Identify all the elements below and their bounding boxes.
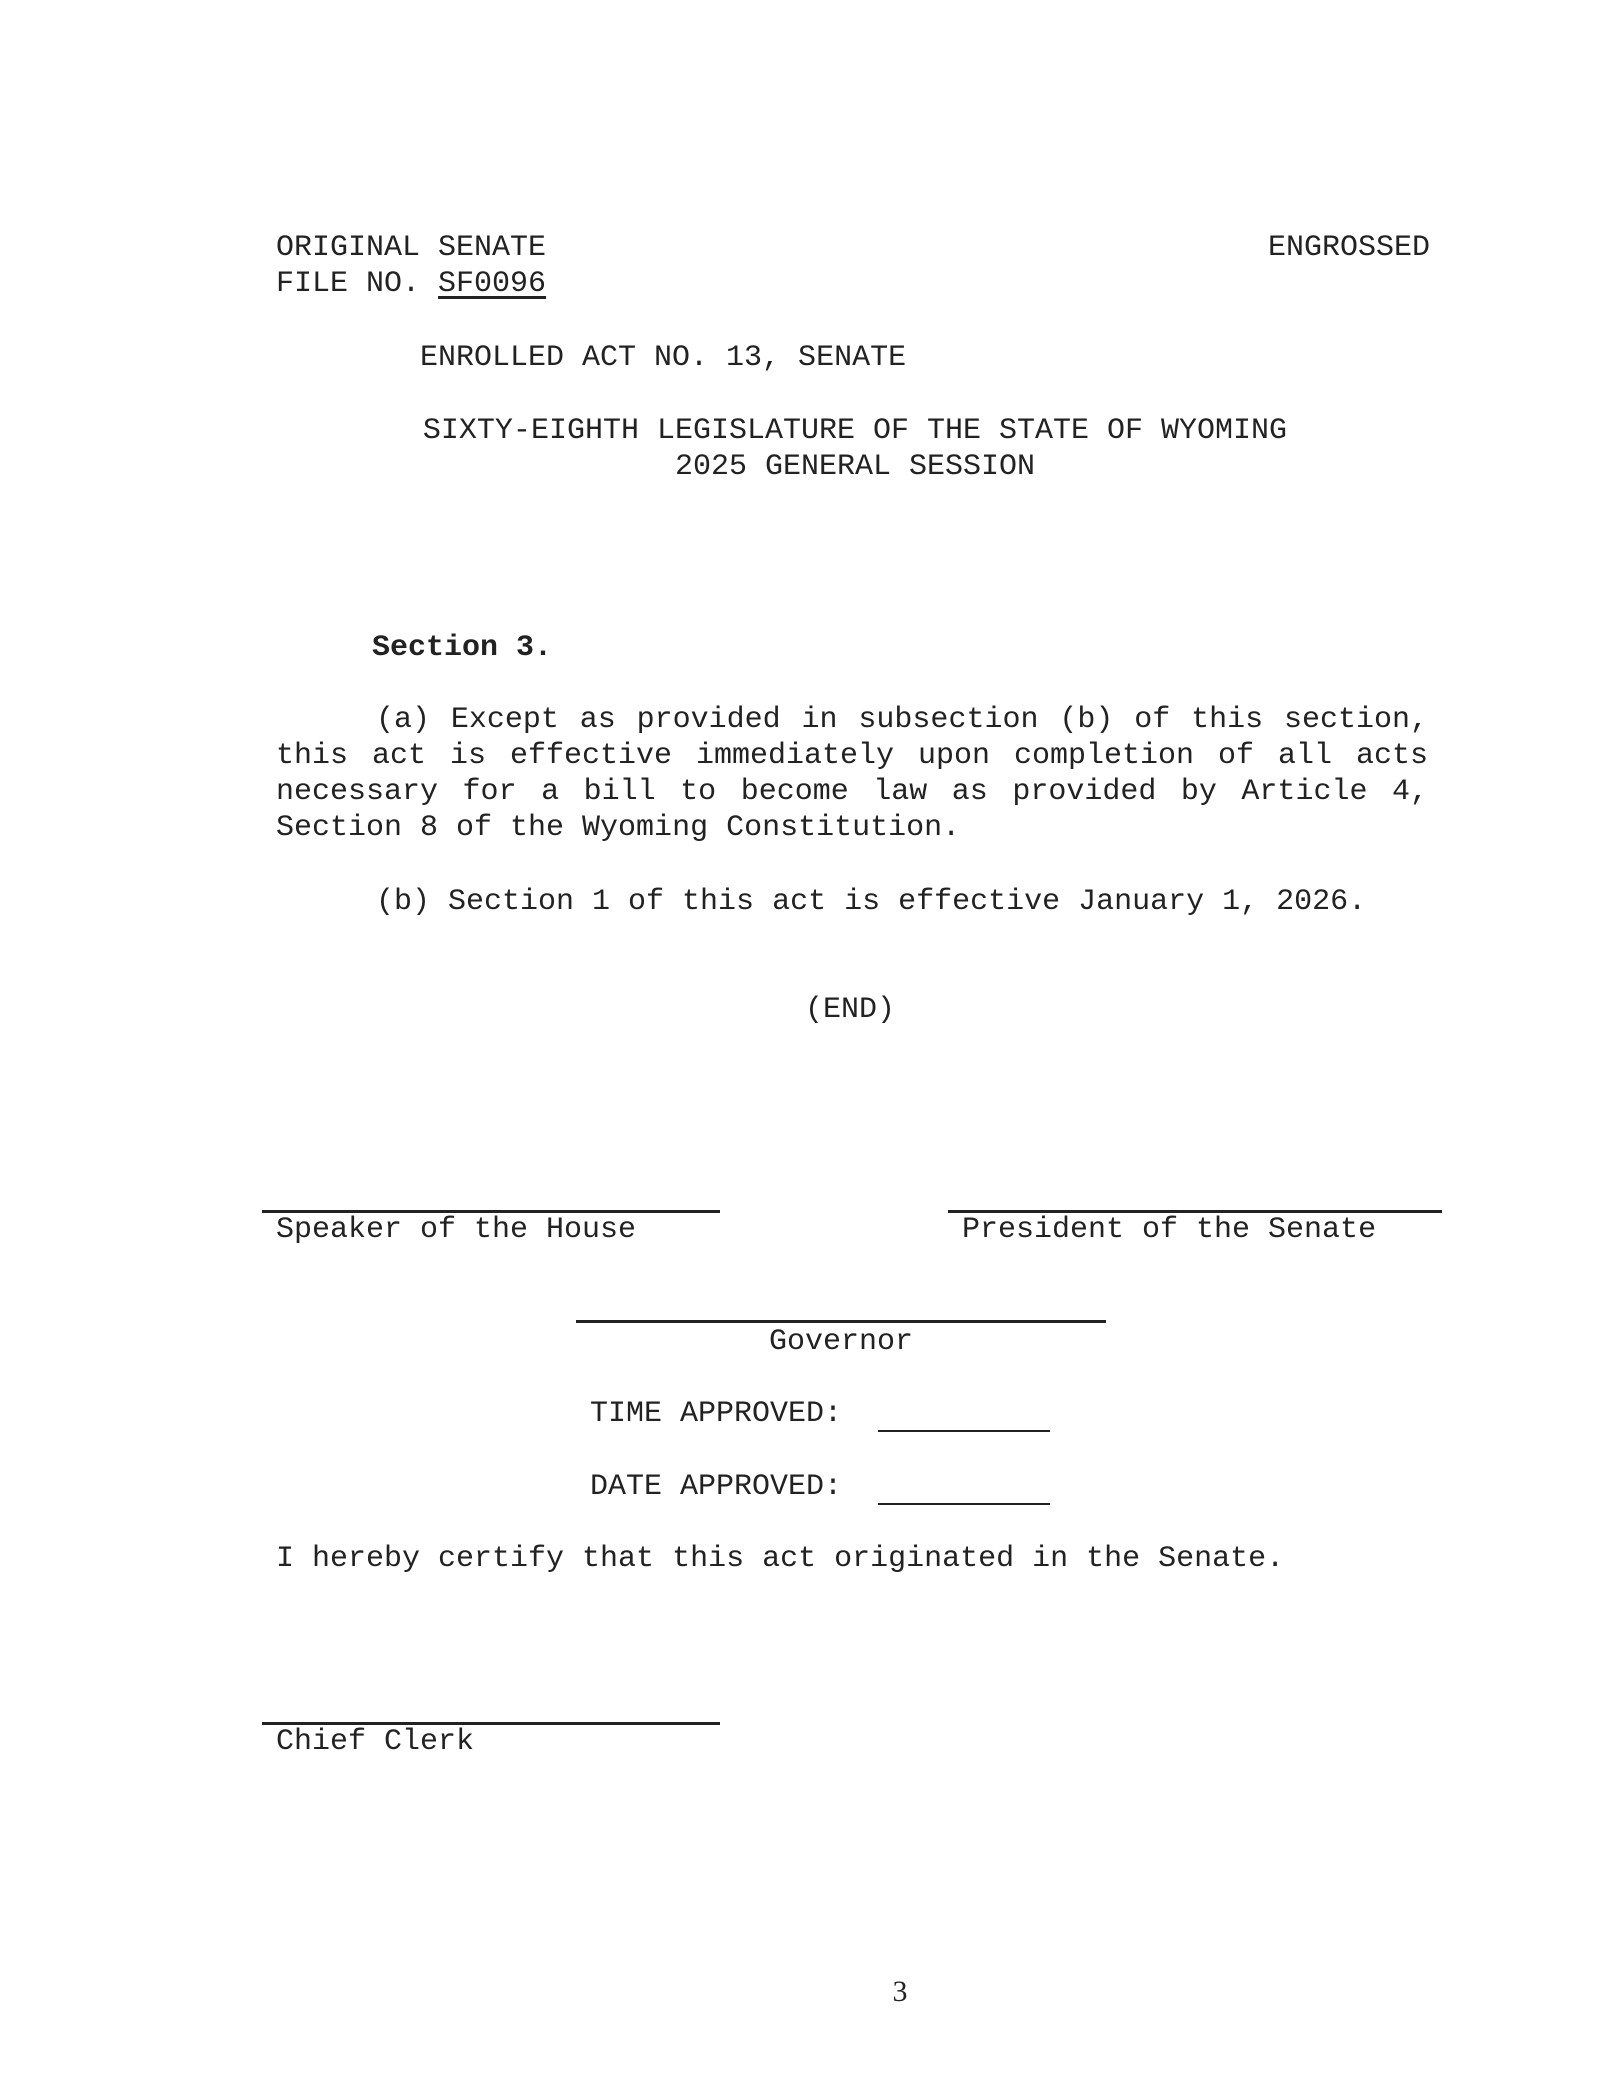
time-approved-blank — [878, 1430, 1050, 1432]
original-senate-label: ORIGINAL SENATE — [276, 231, 547, 265]
legislature-name: SIXTY-EIGHTH LEGISLATURE OF THE STATE OF WYOMING — [422, 414, 1288, 448]
governor-label: Governor — [768, 1325, 914, 1359]
president-label: President of the Senate — [962, 1213, 1377, 1247]
speaker-label: Speaker of the House — [276, 1213, 637, 1247]
section-paragraph-b — [276, 884, 1428, 920]
time-approved-label: TIME APPROVED: — [590, 1397, 843, 1431]
file-number: SF0096 — [438, 267, 547, 301]
header-file-info — [276, 230, 546, 302]
end-marker: (END) — [804, 993, 895, 1027]
certification-statement: I hereby certify that this act originated in the Senate. — [276, 1542, 1285, 1576]
date-approved-blank — [878, 1503, 1050, 1505]
session-name: 2025 GENERAL SESSION — [674, 450, 1036, 484]
file-number-prefix: FILE NO. — [276, 267, 439, 301]
engrossed-label: ENGROSSED — [1267, 231, 1430, 265]
chief-clerk-label: Chief Clerk — [276, 1725, 475, 1759]
paragraph-b-text: (b) Section 1 of this act is effective January 1, 2026. — [376, 885, 1367, 919]
governor-signature-line — [576, 1320, 1106, 1323]
enrolled-act-title: ENROLLED ACT NO. 13, SENATE — [420, 341, 907, 375]
page-number: 3 — [892, 1975, 908, 2008]
section-title: Section 3. — [372, 631, 553, 665]
date-approved-label: DATE APPROVED: — [590, 1470, 843, 1504]
section-paragraph-a — [276, 702, 1428, 846]
legislature-heading — [420, 413, 1290, 485]
paragraph-a-text: (a) Except as provided in subsection (b) of this section, this act is effective immediately upon completion of all acts necessary for a bill to become law as provided by Article 4, Section 8 of the Wyoming Constitution. — [276, 703, 1428, 845]
